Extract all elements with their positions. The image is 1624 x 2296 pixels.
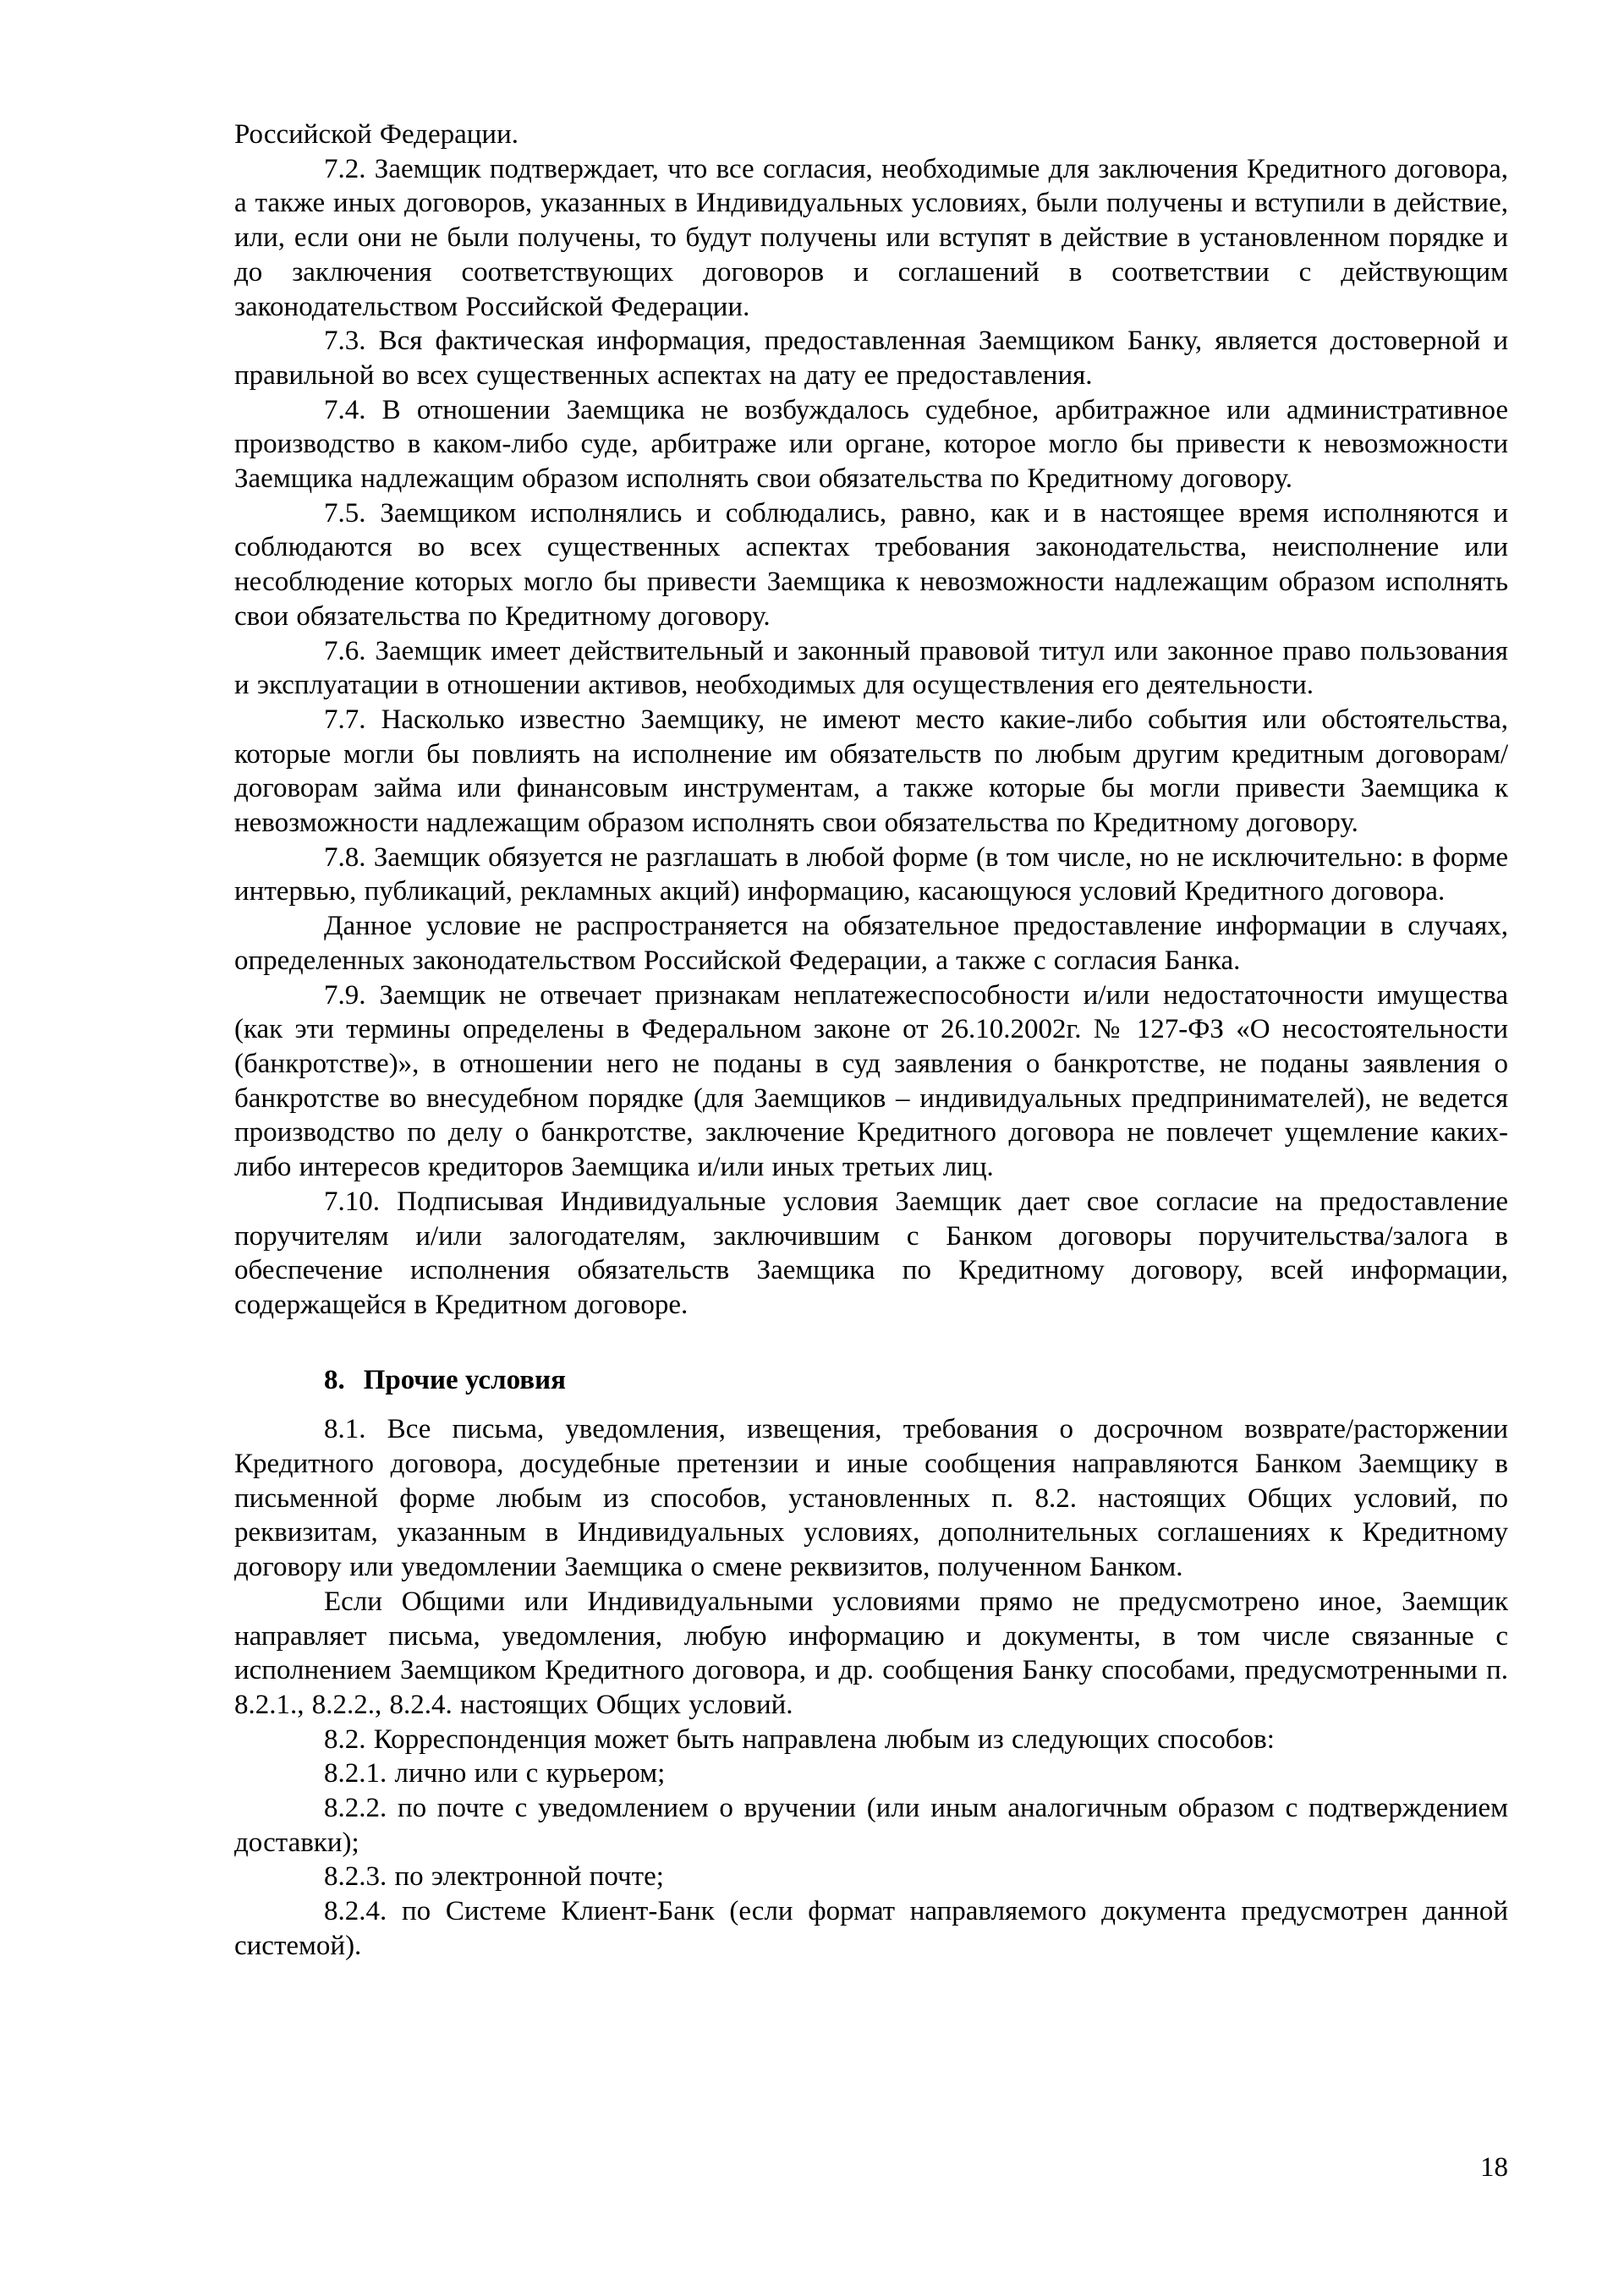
paragraph: 8.2.4. по Системе Клиент-Банк (если формат направляемого документа предусмотрен данной системой). bbox=[234, 1896, 1508, 1961]
paragraph: 8.2.3. по электронной почте; bbox=[324, 1861, 664, 1893]
paragraph: 7.10. Подписывая Индивидуальные условия Заемщик дает свое согласие на предоставление поручителям и/или залогодателям, заключившим с Банком договоры поручительства/залога в обеспечение исполнения обязательств Заемщика по Кредитному договору, всей информации, содержащейся в Кредитном договоре. bbox=[234, 1186, 1508, 1320]
paragraph: 7.2. Заемщик подтверждает, что все согласия, необходимые для заключения Кредитного договора, а также иных договоров, указанных в Индивидуальных условиях, были получены и вступили в действие, или, если они не были получены, то будут получены или вступят в действие в установленном порядке и до заключения соответствующих договоров и соглашений в соответствии с действующим законодательством Российской Федерации. bbox=[234, 153, 1508, 322]
paragraph: 8.2.1. лично или с курьером; bbox=[324, 1758, 666, 1789]
section-8-other-terms bbox=[234, 1412, 1508, 1963]
page-content bbox=[234, 118, 1508, 1964]
paragraph: 8.1. Все письма, уведомления, извещения, требования о досрочном возврате/расторжении Кредитного договора, досудебные претензии и иные сообщения направляются Банком Заемщику в письменной форме любым из способов, установленных п. 8.2. настоящих Общих условий, по реквизитам, указанным в Индивидуальных условиях, дополнительных соглашениях к Кредитному договору или уведомлении Заемщика о смене реквизитов, полученном Банком. bbox=[234, 1414, 1508, 1583]
section-7-representations bbox=[234, 118, 1508, 1323]
paragraph: Данное условие не распространяется на обязательное предоставление информации в случаях, определенных законодательством Российской Федерации, а также с согласия Банка. bbox=[234, 911, 1508, 976]
paragraph: Российской Федерации. bbox=[234, 119, 518, 150]
page-number: 18 bbox=[1480, 2152, 1508, 2183]
paragraph: 7.9. Заемщик не отвечает признакам неплатежеспособности и/или недостаточности имущества (как эти термины определены в Федеральном законе от 26.10.2002г. № 127-ФЗ «О несостоятельности (банкротстве)», в отношении него не поданы в суд заявления о банкротстве, не поданы заявления о банкротстве во внесудебном порядке (для Заемщиков – индивидуальных предпринимателей), не ведется производство по делу о банкротстве, заключение Кредитного договора не повлечет ущемление каких-либо интересов кредиторов Заемщика и/или иных третьих лиц. bbox=[234, 979, 1508, 1183]
section-8-heading bbox=[234, 1363, 1508, 1398]
paragraph: 7.8. Заемщик обязуется не разглашать в любой форме (в том числе, но не исключительно: в форме интервью, публикаций, рекламных акций) информацию, касающуюся условий Кредитного договора. bbox=[234, 841, 1508, 907]
paragraph: 7.7. Насколько известно Заемщику, не имеют место какие-либо события или обстоятельства, которые могли бы повлиять на исполнение им обязательств по любым другим кредитным договорам/договорам займа или финансовым инструментам, а также которые бы могли привести Заемщика к невозможности надлежащим образом исполнять свои обязательства по Кредитному договору. bbox=[234, 704, 1508, 839]
paragraph: 7.6. Заемщик имеет действительный и законный правовой титул или законное право пользования и эксплуатации в отношении активов, необходимых для осуществления его деятельности. bbox=[234, 635, 1508, 701]
section-heading-title: Прочие условия bbox=[363, 1364, 566, 1395]
paragraph: 7.3. Вся фактическая информация, предоставленная Заемщиком Банку, является достоверной и правильной во всех существенных аспектах на дату ее предоставления. bbox=[234, 326, 1508, 391]
paragraph: 7.5. Заемщиком исполнялись и соблюдались, равно, как и в настоящее время исполняются и соблюдаются во всех существенных аспектах требования законодательства, неисполнение или несоблюдение которых могло бы привести Заемщика к невозможности надлежащим образом исполнять свои обязательства по Кредитному договору. bbox=[234, 497, 1508, 632]
paragraph: 8.2. Корреспонденция может быть направлена любым из следующих способов: bbox=[324, 1723, 1275, 1755]
paragraph: 7.4. В отношении Заемщика не возбуждалось судебное, арбитражное или административное производство в каком-либо суде, арбитраже или органе, которое могло бы привести к невозможности Заемщика надлежащим образом исполнять свои обязательства по Кредитному договору. bbox=[234, 394, 1508, 495]
paragraph: 8.2.2. по почте с уведомлением о вручении (или иным аналогичным образом с подтверждением доставки); bbox=[234, 1793, 1508, 1858]
paragraph: Если Общими или Индивидуальными условиями прямо не предусмотрено иное, Заемщик направляет письма, уведомления, любую информацию и документы, в том числе связанные с исполнением Заемщиком Кредитного договора, и др. сообщения Банку способами, предусмотренными п. 8.2.1., 8.2.2., 8.2.4. настоящих Общих условий. bbox=[234, 1586, 1508, 1720]
section-heading-number: 8. bbox=[324, 1364, 345, 1395]
